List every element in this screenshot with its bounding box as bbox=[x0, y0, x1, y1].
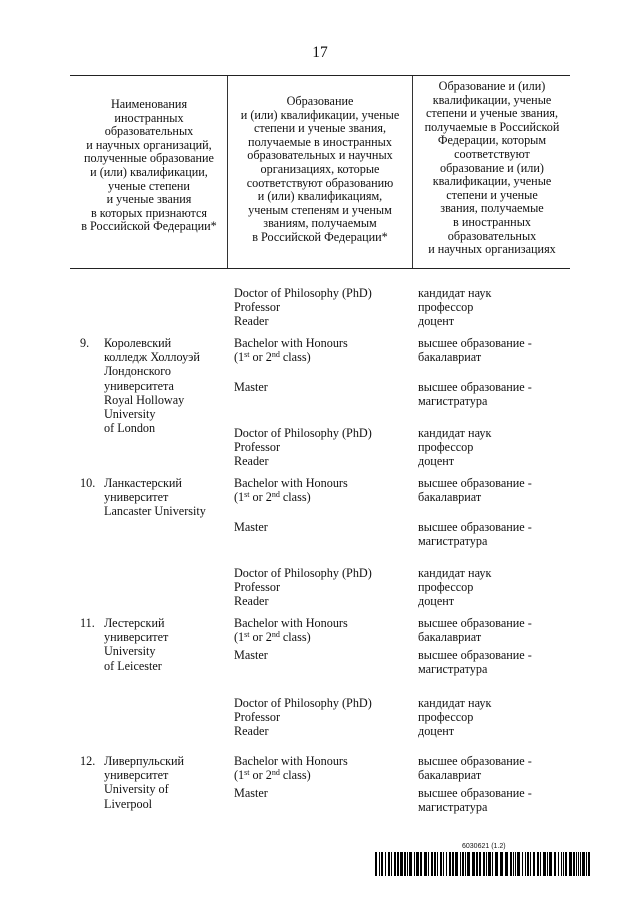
prev-phd-group bbox=[234, 286, 372, 329]
header-line: организациях, которые bbox=[260, 161, 380, 176]
degree-reader: Reader bbox=[234, 454, 269, 469]
ru-phd-group bbox=[418, 426, 491, 469]
class-close: class) bbox=[279, 768, 311, 783]
class-qualifier bbox=[234, 490, 348, 504]
ru-higher: высшее образование - bbox=[418, 754, 532, 768]
class-qualifier bbox=[234, 768, 348, 782]
institution-name-line: Lancaster University bbox=[104, 504, 206, 519]
ru-bakalavriat: бакалавриат bbox=[418, 768, 482, 783]
institution-name-line: университет bbox=[104, 768, 169, 783]
degree-phd: Doctor of Philosophy (PhD) bbox=[234, 286, 372, 300]
degree-master: Master bbox=[234, 786, 268, 800]
sup-st: st bbox=[244, 490, 250, 500]
degree-phd: Doctor of Philosophy (PhD) bbox=[234, 566, 372, 580]
barcode-code: 6030621 (1.2) bbox=[462, 843, 506, 850]
ru-higher: высшее образование - bbox=[418, 648, 532, 662]
header-line: Федерации, которым bbox=[437, 133, 547, 148]
ru-kandidat: кандидат наук bbox=[418, 696, 492, 710]
phd-group bbox=[234, 696, 372, 739]
header-top-rule bbox=[70, 75, 570, 76]
prev-ru-phd-group bbox=[418, 286, 491, 329]
header-line: полученные образование bbox=[84, 151, 214, 166]
header-line: степени и ученые звания, bbox=[253, 121, 387, 136]
ru-kandidat: кандидат наук bbox=[418, 566, 492, 580]
institution-name-line: Royal Holloway bbox=[104, 392, 185, 407]
class-open: (1 bbox=[234, 630, 245, 645]
degree-professor: Professor bbox=[234, 300, 281, 315]
sup-nd: nd bbox=[271, 768, 280, 778]
phd-group bbox=[234, 426, 372, 469]
sup-st: st bbox=[244, 768, 250, 778]
ru-magistratura: магистратура bbox=[418, 534, 488, 549]
institution-name-line: University of bbox=[104, 782, 169, 797]
ru-bakalavriat: бакалавриат bbox=[418, 490, 482, 505]
ru-professor: профессор bbox=[418, 710, 474, 725]
institution-name-line: колледж Холлоуэй bbox=[104, 350, 200, 365]
ru-dotsent: доцент bbox=[418, 724, 455, 739]
ru-dotsent: доцент bbox=[418, 454, 455, 469]
class-close: class) bbox=[279, 630, 311, 645]
ru-professor: профессор bbox=[418, 580, 474, 595]
barcode bbox=[375, 852, 591, 876]
institution-name-line: Лестерский bbox=[104, 616, 165, 630]
phd-group bbox=[234, 566, 372, 609]
ru-higher: высшее образование - bbox=[418, 476, 532, 490]
bachelor-group bbox=[234, 476, 348, 504]
header-line: в Российской Федерации* bbox=[81, 219, 217, 234]
institution-name-line: университет bbox=[104, 490, 169, 505]
sup-nd: nd bbox=[271, 490, 280, 500]
header-line: образовательных bbox=[104, 124, 194, 139]
header-line: в Российской Федерации* bbox=[252, 229, 388, 244]
degree-bachelor: Bachelor with Honours bbox=[234, 476, 348, 490]
ru-dotsent: доцент bbox=[418, 594, 455, 609]
institution-name-line: Ланкастерский bbox=[104, 476, 182, 490]
ru-master-group bbox=[418, 520, 532, 548]
ru-bakalavriat: бакалавриат bbox=[418, 630, 482, 645]
entry-9-number: 9. bbox=[80, 336, 90, 350]
ru-higher: высшее образование - bbox=[418, 616, 532, 630]
institution-name-line: of Leicester bbox=[104, 658, 162, 673]
institution-name-line: Liverpool bbox=[104, 796, 153, 811]
master-group bbox=[234, 648, 268, 662]
degree-reader: Reader bbox=[234, 594, 269, 609]
class-or: or 2 bbox=[249, 350, 272, 365]
ru-higher: высшее образование - bbox=[418, 786, 532, 800]
header-line: в иностранных bbox=[453, 214, 531, 229]
header-line: и научных организаций, bbox=[86, 137, 212, 152]
bachelor-group bbox=[234, 754, 348, 782]
institution-name-line: of London bbox=[104, 421, 156, 436]
ru-bachelor-group bbox=[418, 754, 532, 782]
header-line: квалификации, ученые bbox=[432, 174, 552, 189]
class-qualifier bbox=[234, 350, 348, 364]
header-bottom-rule bbox=[70, 268, 570, 269]
institution-name-line: Королевский bbox=[104, 336, 172, 350]
page-number: 17 bbox=[312, 44, 328, 61]
header-line: и научных организациях bbox=[428, 242, 556, 257]
class-or: or 2 bbox=[249, 490, 272, 505]
entry-11-number: 11. bbox=[80, 616, 95, 630]
degree-phd: Doctor of Philosophy (PhD) bbox=[234, 426, 372, 440]
ru-kandidat: кандидат наук bbox=[418, 426, 492, 440]
institution-name-line: Лондонского bbox=[104, 364, 171, 379]
ru-bachelor-group bbox=[418, 336, 532, 364]
sup-st: st bbox=[244, 350, 250, 360]
class-open: (1 bbox=[234, 490, 245, 505]
header-line: звания, получаемые bbox=[440, 201, 544, 216]
ru-magistratura: магистратура bbox=[418, 800, 488, 815]
sup-st: st bbox=[244, 630, 250, 640]
degree-reader: Reader bbox=[234, 314, 269, 329]
entry-11-name bbox=[104, 616, 168, 673]
ru-kandidat: кандидат наук bbox=[418, 286, 492, 300]
header-line: Наименования bbox=[110, 97, 188, 111]
ru-master-group bbox=[418, 648, 532, 676]
ru-magistratura: магистратура bbox=[418, 394, 488, 409]
header-line: образовательных и научных bbox=[247, 148, 393, 163]
institution-name-line: University bbox=[104, 644, 156, 659]
degree-professor: Professor bbox=[234, 710, 281, 725]
header-col2 bbox=[229, 95, 411, 245]
bachelor-group bbox=[234, 616, 348, 644]
class-open: (1 bbox=[234, 350, 245, 365]
degree-master: Master bbox=[234, 520, 268, 534]
institution-name-line: University bbox=[104, 407, 156, 422]
degree-bachelor: Bachelor with Honours bbox=[234, 754, 348, 768]
ru-professor: профессор bbox=[418, 440, 474, 455]
entry-10-name bbox=[104, 476, 206, 519]
ru-master-group bbox=[418, 380, 532, 408]
ru-bachelor-group bbox=[418, 616, 532, 644]
class-qualifier bbox=[234, 630, 348, 644]
degree-master: Master bbox=[234, 380, 268, 394]
bachelor-group bbox=[234, 336, 348, 364]
header-line: соответствуют образованию bbox=[246, 175, 394, 190]
header-line: иностранных bbox=[114, 110, 184, 125]
entry-12-name bbox=[104, 754, 184, 811]
class-or: or 2 bbox=[249, 630, 272, 645]
institution-name-line: Ливерпульский bbox=[104, 754, 185, 768]
ru-professor: профессор bbox=[418, 300, 474, 315]
entry-9-name bbox=[104, 336, 200, 435]
header-line: и ученые звания bbox=[106, 192, 192, 207]
header-line: званиям, получаемым bbox=[263, 216, 377, 231]
ru-higher: высшее образование - bbox=[418, 336, 532, 350]
header-col1 bbox=[72, 98, 226, 234]
degree-bachelor: Bachelor with Honours bbox=[234, 616, 348, 630]
degree-professor: Professor bbox=[234, 580, 281, 595]
header-line: соответствуют bbox=[454, 146, 530, 161]
header-line: степени и ученые звания, bbox=[425, 106, 559, 121]
class-or: or 2 bbox=[249, 768, 272, 783]
header-line: получаемые в Российской bbox=[424, 119, 560, 134]
degree-bachelor: Bachelor with Honours bbox=[234, 336, 348, 350]
header-line: ученым степеням и ученым bbox=[248, 202, 392, 217]
header-line: квалификации, ученые bbox=[432, 92, 552, 107]
header-divider-2 bbox=[412, 76, 413, 268]
ru-phd-group bbox=[418, 566, 491, 609]
entry-10-number: 10. bbox=[80, 476, 96, 490]
header-line: Образование и (или) bbox=[438, 79, 546, 93]
degree-phd: Doctor of Philosophy (PhD) bbox=[234, 696, 372, 710]
header-line: степени и ученые bbox=[446, 187, 538, 202]
ru-master-group bbox=[418, 786, 532, 814]
ru-higher: высшее образование - bbox=[418, 520, 532, 534]
master-group bbox=[234, 520, 268, 534]
class-close: class) bbox=[279, 490, 311, 505]
ru-higher: высшее образование - bbox=[418, 380, 532, 394]
header-line: образование и (или) bbox=[440, 160, 544, 175]
entry-12-number: 12. bbox=[80, 754, 96, 768]
header-line: образовательных bbox=[447, 228, 537, 243]
ru-dotsent: доцент bbox=[418, 314, 455, 329]
ru-phd-group bbox=[418, 696, 491, 739]
class-open: (1 bbox=[234, 768, 245, 783]
class-close: class) bbox=[279, 350, 311, 365]
header-line: и (или) квалификациям, bbox=[257, 189, 383, 204]
header-line: получаемые в иностранных bbox=[248, 134, 392, 149]
ru-bachelor-group bbox=[418, 476, 532, 504]
degree-professor: Professor bbox=[234, 440, 281, 455]
institution-name-line: университета bbox=[104, 378, 174, 393]
header-divider-1 bbox=[227, 76, 228, 268]
header-line: ученые степени bbox=[108, 178, 190, 193]
degree-master: Master bbox=[234, 648, 268, 662]
master-group bbox=[234, 786, 268, 800]
header-line: и (или) квалификации, ученые bbox=[240, 107, 400, 122]
sup-nd: nd bbox=[271, 350, 280, 360]
header-col3 bbox=[414, 80, 570, 257]
header-line: Образование bbox=[286, 94, 354, 108]
header-line: в которых признаются bbox=[90, 205, 208, 220]
ru-magistratura: магистратура bbox=[418, 662, 488, 677]
ru-bakalavriat: бакалавриат bbox=[418, 350, 482, 365]
sup-nd: nd bbox=[271, 630, 280, 640]
degree-reader: Reader bbox=[234, 724, 269, 739]
institution-name-line: университет bbox=[104, 630, 169, 645]
header-line: и (или) квалификации, bbox=[90, 164, 208, 179]
master-group bbox=[234, 380, 268, 394]
